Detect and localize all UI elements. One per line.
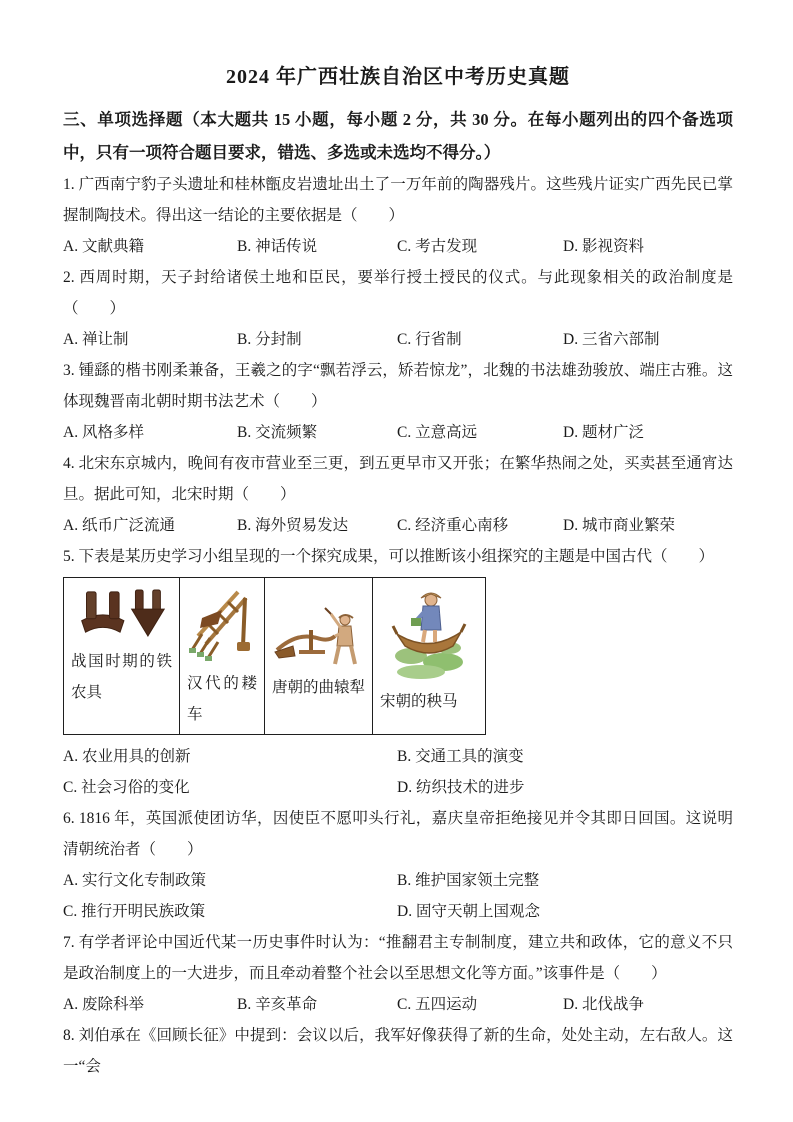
cell-caption: 汉代的耧车 [187, 675, 257, 723]
option-d: D. 三省六部制 [563, 331, 660, 348]
option-a: A. 实行文化专制政策 [63, 872, 206, 889]
question-4-stem: 4. 北宋东京城内，晚间有夜市营业至三更，到五更早市又开张；在繁华热闹之处，买卖甚至通宵达旦。据此可知，北宋时期（ ） [63, 455, 733, 503]
question-3-options [63, 417, 733, 448]
table-cell-seed-drill [180, 578, 265, 735]
question-6-options-row-2 [63, 896, 733, 927]
option-d: D. 北伐战争 [563, 996, 644, 1013]
question-3-stem: 3. 锺繇的楷书刚柔兼备，王羲之的字“飘若浮云，矫若惊龙”，北魏的书法雄劲骏放、端庄古雅。这体现魏晋南北朝时期书法艺术（ ） [63, 362, 733, 410]
option-c: C. 考古发现 [397, 238, 478, 255]
option-c: C. 五四运动 [397, 996, 478, 1013]
cell-caption: 唐朝的曲辕犁 [272, 679, 366, 696]
option-d: D. 固守天朝上国观念 [397, 903, 540, 920]
option-b: B. 分封制 [237, 331, 302, 348]
question-7-options [63, 989, 733, 1020]
rice-seedling-horse-image [391, 584, 467, 682]
option-b: B. 神话传说 [237, 238, 318, 255]
option-c: C. 推行开明民族政策 [63, 903, 206, 920]
question-7-stem: 7. 有学者评论中国近代某一历史事件时认为：“推翻君主专制制度，建立共和政体，它的意义不只是政治制度上的一大进步，而且牵动着整个社会以至思想文化等方面。”该事件是（ ） [63, 934, 733, 982]
option-b: B. 海外贸易发达 [237, 517, 349, 534]
table-cell-yangma [373, 578, 486, 735]
question-5-options-row-1 [63, 741, 733, 772]
option-a: A. 禅让制 [63, 331, 129, 348]
question-4-options [63, 510, 733, 541]
option-b: B. 辛亥革命 [237, 996, 318, 1013]
option-c: C. 社会习俗的变化 [63, 779, 190, 796]
cell-caption: 战国时期的铁农具 [71, 653, 172, 701]
farm-tools-table [63, 577, 486, 735]
option-a: A. 风格多样 [63, 424, 144, 441]
question-5-stem: 5. 下表是某历史学习小组呈现的一个探究成果，可以推断该小组探究的主题是中国古代（ ） [63, 548, 715, 565]
option-a: A. 纸币广泛流通 [63, 517, 175, 534]
option-a: A. 废除科举 [63, 996, 144, 1013]
option-b: B. 维护国家领土完整 [397, 872, 540, 889]
section-heading: 三、单项选择题（本大题共 15 小题，每小题 2 分，共 30 分。在每小题列出的四个备选项中，只有一项符合题目要求，错选、多选或未选均不得分。） [63, 110, 733, 162]
question-5-options-row-2 [63, 772, 733, 803]
option-d: D. 纺织技术的进步 [397, 779, 525, 796]
question-2-stem: 2. 西周时期，天子封给诸侯土地和臣民，要举行授土授民的仪式。与此现象相关的政治制度是（ ） [63, 269, 733, 317]
cell-caption: 宋朝的秧马 [380, 693, 458, 710]
option-b: B. 交通工具的演变 [397, 748, 524, 765]
iron-farm-tools-image [74, 584, 170, 642]
question-1-stem: 1. 广西南宁豹子头遗址和桂林甑皮岩遗址出土了一万年前的陶器残片。这些残片证实广西先民已掌握制陶技术。得出这一结论的主要依据是（ ） [63, 176, 733, 224]
option-a: A. 文献典籍 [63, 238, 144, 255]
question-1-options [63, 231, 733, 262]
option-a: A. 农业用具的创新 [63, 748, 191, 765]
exam-title: 2024 年广西壮族自治区中考历史真题 [226, 66, 570, 88]
curved-shaft-plough-image [273, 606, 365, 668]
question-8-stem-partial: 8. 刘伯承在《回顾长征》中提到：会议以后，我军好像获得了新的生命，处处主动，左右敌人。这一“会 [63, 1027, 733, 1075]
page-content [63, 62, 733, 1082]
question-6-options-row-1 [63, 865, 733, 896]
table-cell-iron-tools [64, 578, 180, 735]
option-c: C. 行省制 [397, 331, 462, 348]
option-d: D. 题材广泛 [563, 424, 644, 441]
option-c: C. 立意高远 [397, 424, 478, 441]
question-2-options [63, 324, 733, 355]
seed-drill-cart-image [188, 584, 256, 664]
option-d: D. 城市商业繁荣 [563, 517, 675, 534]
option-d: D. 影视资料 [563, 238, 644, 255]
option-b: B. 交流频繁 [237, 424, 318, 441]
option-c: C. 经济重心南移 [397, 517, 509, 534]
question-6-stem: 6. 1816 年，英国派使团访华，因使臣不愿叩头行礼，嘉庆皇帝拒绝接见并令其即日回国。这说明清朝统治者（ ） [63, 810, 733, 858]
table-cell-curved-plough [265, 578, 373, 735]
